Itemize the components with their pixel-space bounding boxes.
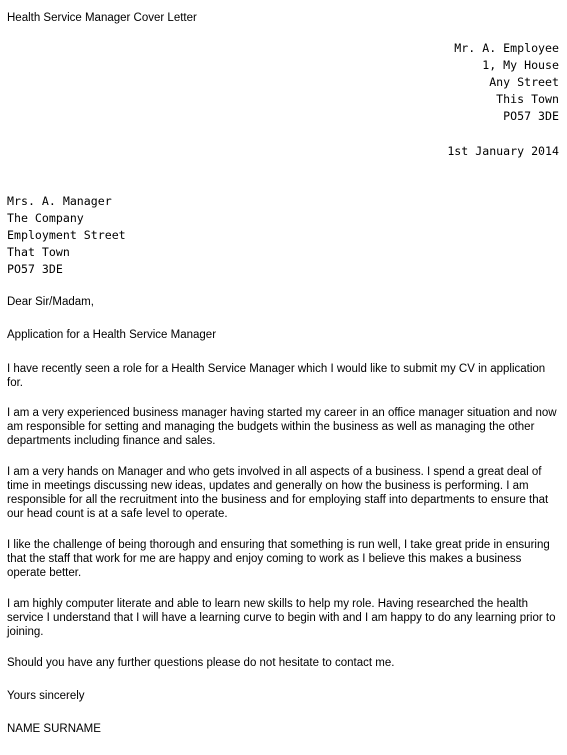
body-paragraph: I have recently seen a role for a Health Service Manager which I would like to submit my CV in application for. (7, 363, 546, 389)
body-paragraph: I am highly computer literate and able to learn new skills to help my role. Having researched the health service I understand that I will have a learning curve to begin with and I am happy to do any learning prior to joining. (7, 598, 556, 638)
sender-address-line: This Town (496, 92, 559, 106)
signature-name: NAME SURNAME (7, 723, 101, 735)
document-title: Health Service Manager Cover Letter (7, 12, 197, 24)
recipient-address (7, 193, 126, 278)
signoff: Yours sincerely (7, 690, 85, 702)
closing-paragraph: Should you have any further questions please do not hesitate to contact me. (7, 657, 395, 669)
recipient-address-line: The Company (7, 211, 84, 225)
subject-line: Application for a Health Service Manager (7, 329, 217, 341)
letter-date: 1st January 2014 (447, 144, 559, 158)
salutation: Dear Sir/Madam, (7, 296, 94, 308)
body-paragraph: I am a very experienced business manager having started my career in an office manager situation and now am responsible for setting and managing the budgets within the business as well as managing the other departments including finance and sales. (7, 407, 557, 447)
recipient-name: Mrs. A. Manager (7, 194, 112, 208)
sender-postcode: PO57 3DE (503, 109, 559, 123)
sender-name: Mr. A. Employee (454, 41, 559, 55)
sender-address (454, 40, 559, 125)
body-paragraph: I like the challenge of being thorough and ensuring that something is run well, I take great pride in ensuring that the staff that work for me are happy and enjoy coming to work as I believe this makes a business operate better. (7, 539, 550, 579)
recipient-address-line: Employment Street (7, 228, 126, 242)
sender-address-line: 1, My House (482, 58, 559, 72)
sender-address-line: Any Street (489, 75, 559, 89)
body-paragraph: I am a very hands on Manager and who gets involved in all aspects of a business. I spend a great deal of time in meetings discussing new ideas, updates and generally on how the business is performing. I am responsible for all the recruitment into the business and for employing staff into departments to ensure that our head count is at a safe level to operate. (7, 466, 549, 520)
recipient-postcode: PO57 3DE (7, 262, 63, 276)
recipient-address-line: That Town (7, 245, 70, 259)
